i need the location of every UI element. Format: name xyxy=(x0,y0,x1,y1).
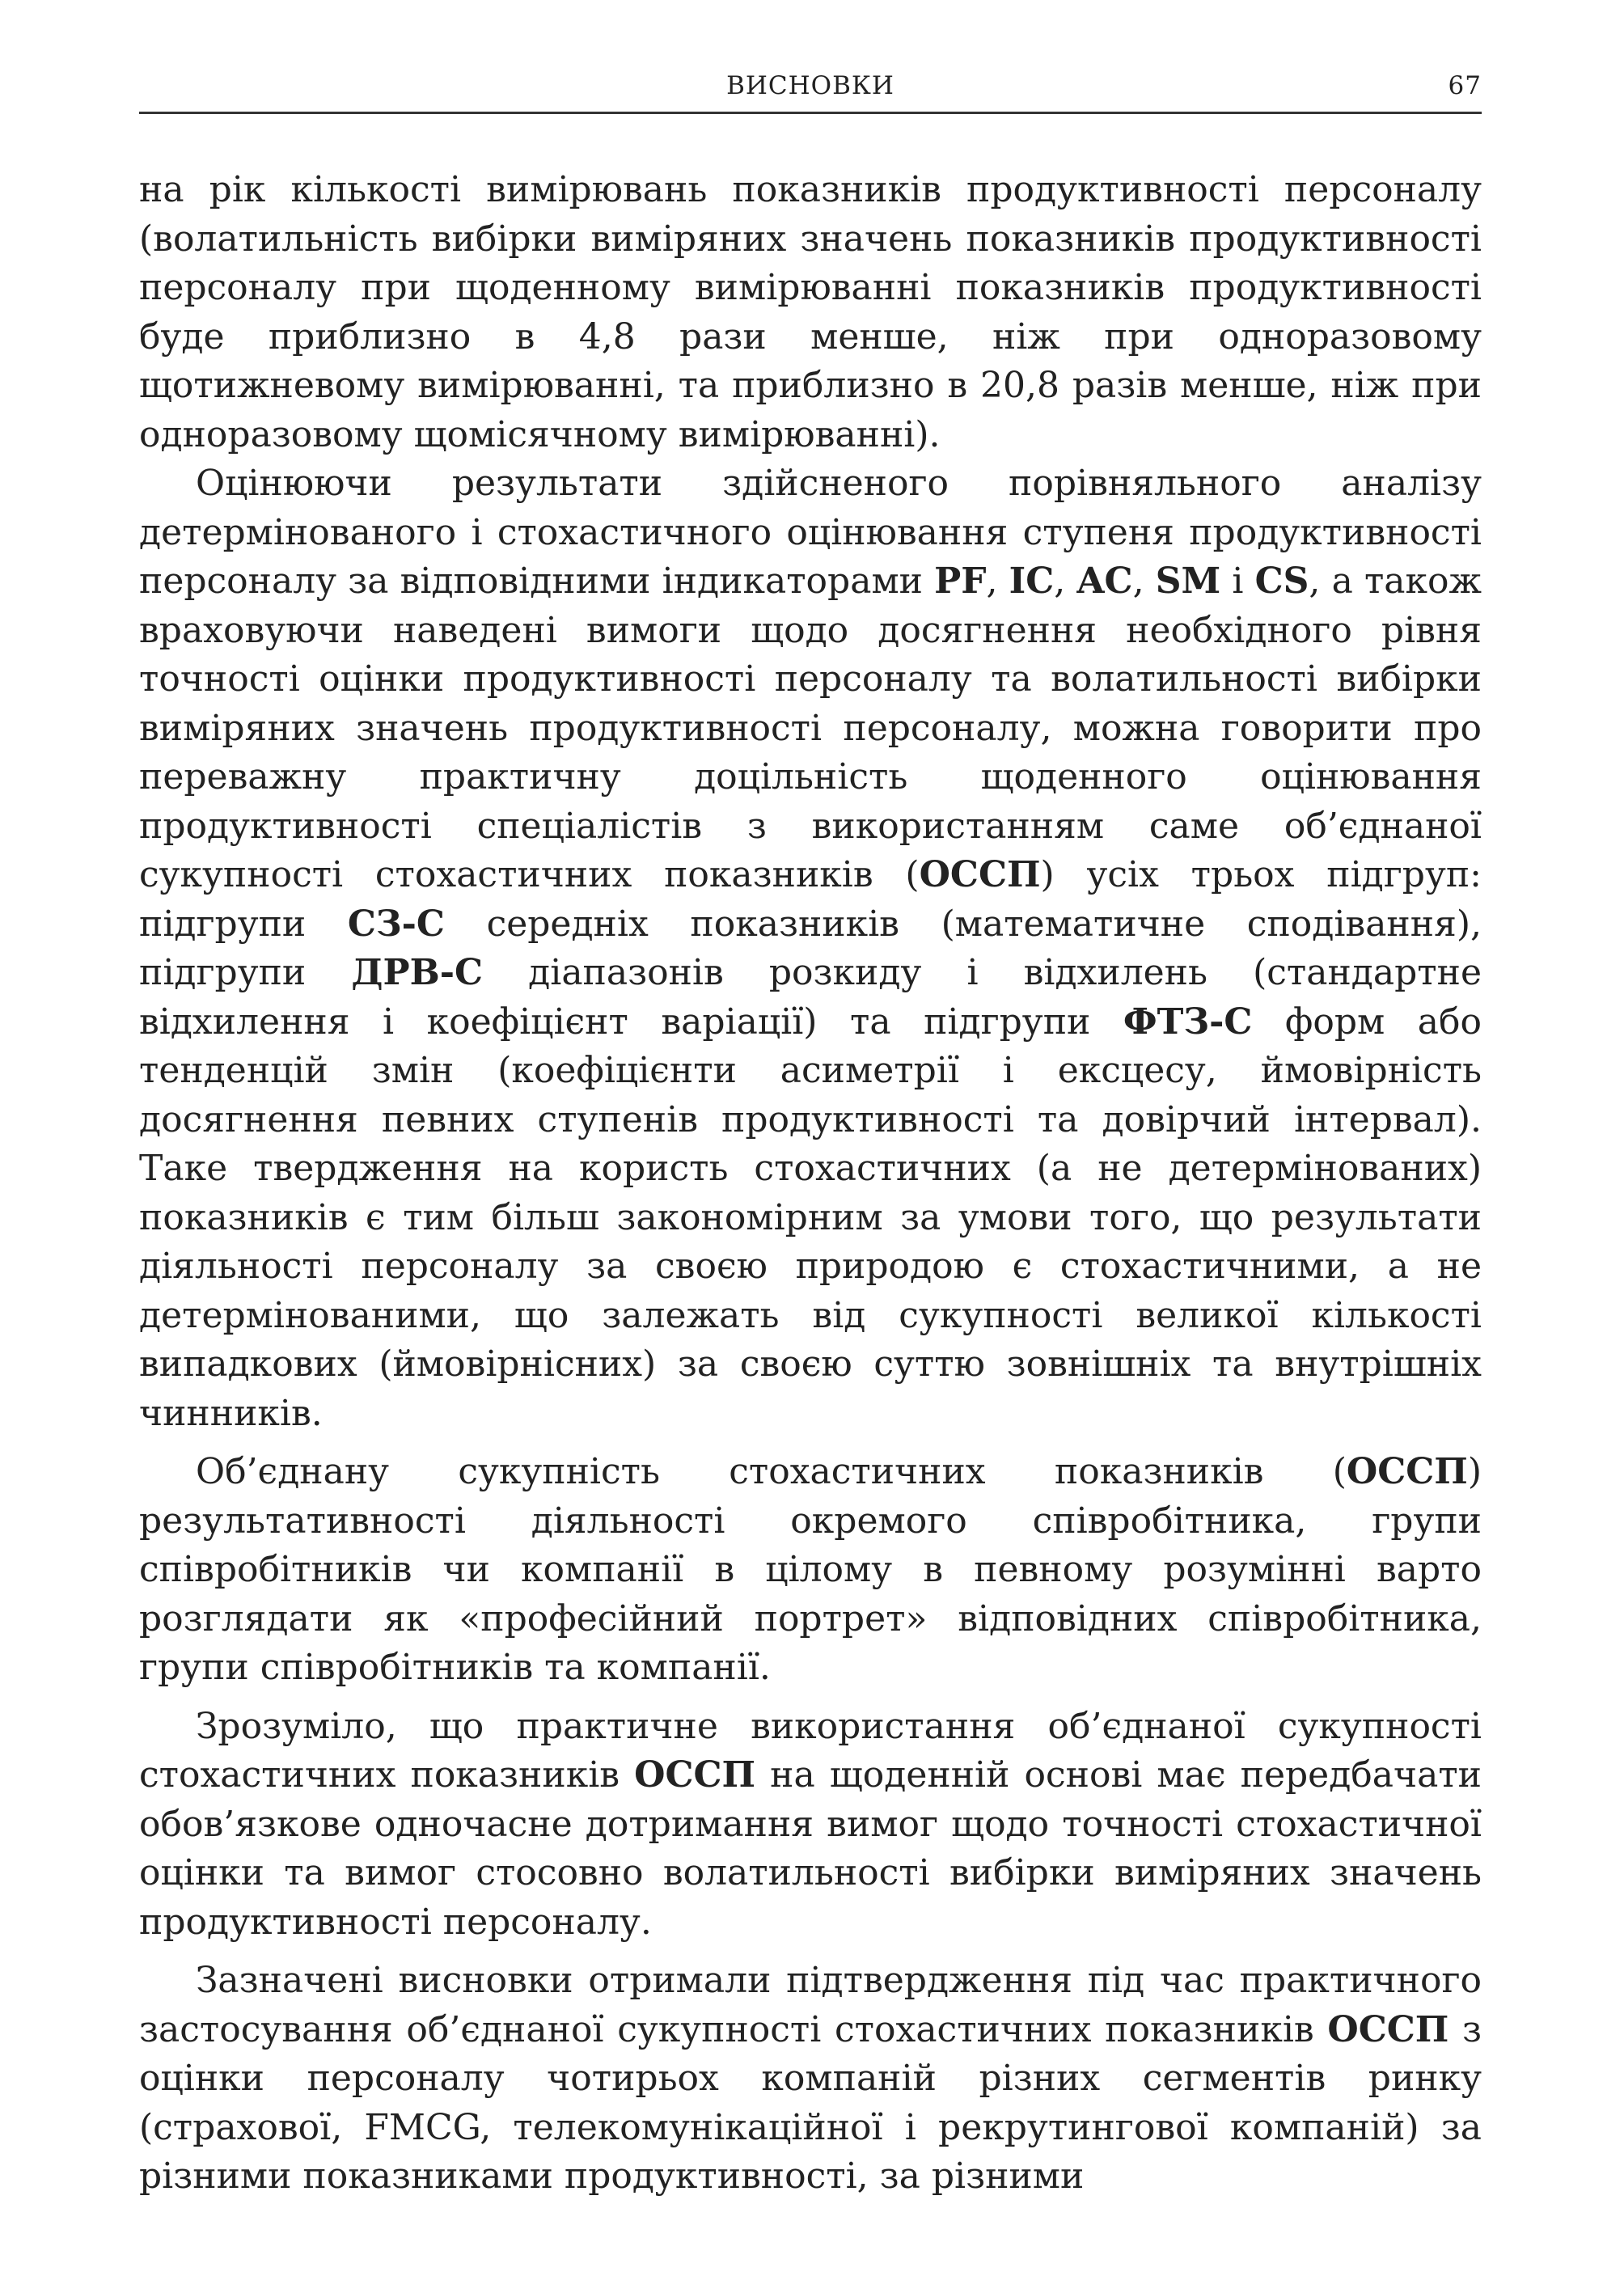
bold-term: CS xyxy=(1254,561,1309,602)
page-body xyxy=(139,166,1482,2202)
page-number: 67 xyxy=(1448,71,1482,100)
paragraph-daily-usage: Зрозуміло, що практичне використання об’єднаної сукупності стохастичних показників ОССП на щоденній основі має передбачати обов’язкове одночасне дотримання вимог щодо точності стохастичної оцінки та вимог стосовно волатильності вибірки виміряних значень продуктивності персоналу. xyxy=(139,1705,1482,1943)
bold-term: SM xyxy=(1155,561,1221,602)
bold-term: ОССП xyxy=(634,1754,756,1796)
running-header xyxy=(139,66,1482,114)
bold-term: ОССП xyxy=(1346,1451,1468,1492)
paragraph-continued: на рік кількості вимірювань показників продуктивності персоналу (волатильність вибірки виміряних значень показників продуктивності персоналу при щоденному вимірюванні показників продуктивності буде приблизно в 4,8 рази менше, ніж при одноразовому щотижневому вимірюванні, та приблизно в 20,8 разів менше, ніж при одноразовому щомісячному вимірюванні). xyxy=(139,169,1482,455)
bold-term: ФТЗ-С xyxy=(1123,1001,1253,1043)
bold-term: ДРВ-С xyxy=(351,952,484,993)
bold-term: AC xyxy=(1076,561,1133,602)
bold-term: IC xyxy=(1009,561,1055,602)
paragraph-professional-portrait: Об’єднану сукупність стохастичних показників (ОССП) результативності діяльності окремого співробітника, групи співробітників чи компанії в цілому в певному розумінні варто розглядати як «професійний портрет» відповідних співробітника, групи співробітників та компанії. xyxy=(139,1451,1482,1688)
bold-term: СЗ-С xyxy=(347,903,445,945)
paragraph-comparative-analysis: Оцінюючи результати здійсненого порівняльного аналізу детермінованого і стохастичного оцінювання ступеня продуктивності персоналу за відповідними індикаторами PF, IC, AC, SM і CS, а також враховуючи наведені вимоги щодо досягнення необхідного рівня точності оцінки продуктивності персоналу та волатильності вибірки виміряних значень продуктивності персоналу, можна говорити про переважну практичну доцільність щоденного оцінювання продуктивності спеціалістів з використанням саме об’єднаної сукупності стохастичних показників (ОССП) усіх трьох підгруп: підгрупи СЗ-С середніх показників (математичне сподівання), підгрупи ДРВ-С діапазонів розкиду і відхилень (стандартне відхилення і коефіцієнт варіації) та підгрупи ФТЗ-С форм або тенденцій змін (коефіцієнти асиметрії і ексцесу, ймовірність досягнення певних ступенів продуктивності та довірчий інтервал). Таке твердження на користь стохастичних (а не детермінованих) показників є тим більш закономірним за умови того, що результати діяльності персоналу за своєю природою є стохастичними, а не детермінованими, що залежать від сукупності великої кількості випадкових (ймовірнісних) за своєю суттю зовнішніх та внутрішніх чинників. xyxy=(139,463,1482,1434)
bold-term: ОССП xyxy=(919,854,1041,895)
paragraph-practical-confirmation: Зазначені висновки отримали підтвердження під час практичного застосування об’єднаної сукупності стохастичних показників ОССП з оцінки персоналу чотирьох компаній різних сегментів ринку (страхової, FMCG, телекомунікаційної і рекрутингової компаній) за різними показниками продуктивності, за різними xyxy=(139,1960,1482,2197)
bold-term: ОССП xyxy=(1327,2008,1449,2050)
bold-term: PF xyxy=(934,561,987,602)
running-header-title: ВИСНОВКИ xyxy=(726,71,894,100)
